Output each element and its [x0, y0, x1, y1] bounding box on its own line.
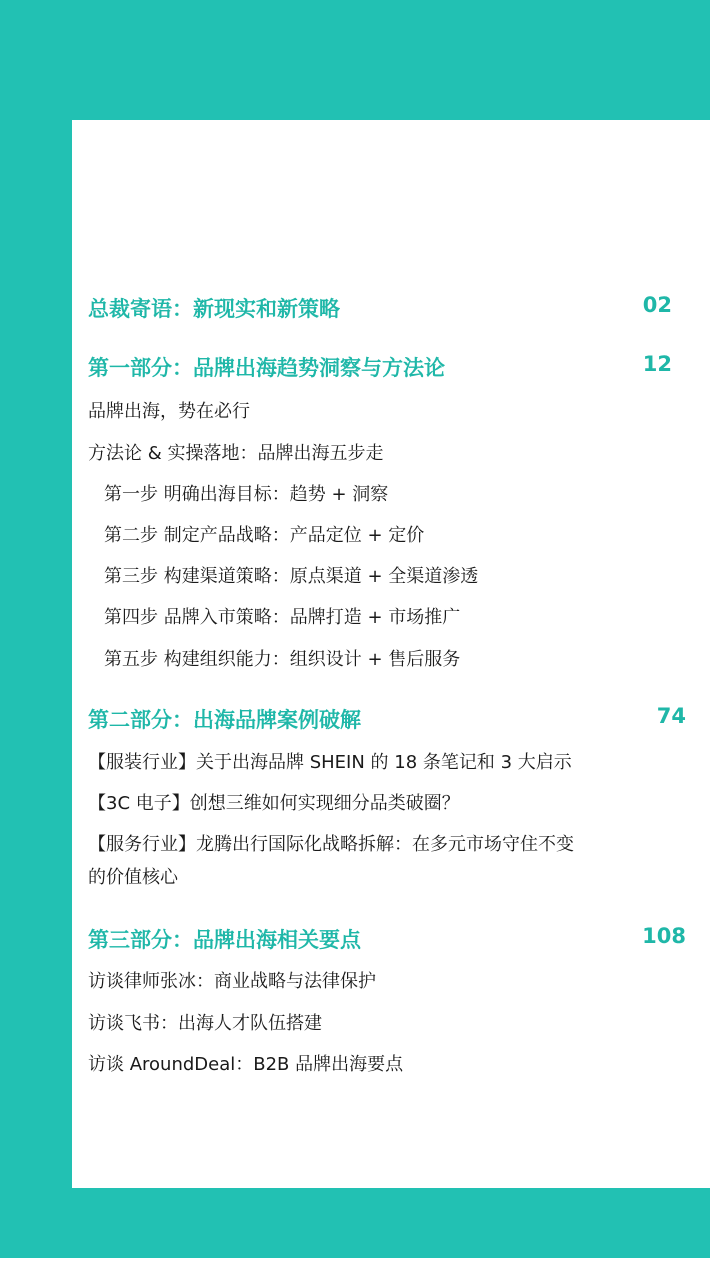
toc-item[interactable]: 方法论 & 实操落地：品牌出海五步走 [88, 443, 384, 464]
toc-heading-foreword[interactable] [88, 293, 672, 321]
toc-item[interactable]: 访谈律师张冰：商业战略与法律保护 [88, 971, 376, 992]
toc-heading-title: 第三部分：品牌出海相关要点 [88, 928, 361, 952]
toc-item[interactable]: 访谈 AroundDeal：B2B 品牌出海要点 [88, 1054, 404, 1075]
toc-heading-title: 总裁寄语：新现实和新策略 [88, 297, 340, 321]
toc-subitem[interactable]: 第五步 构建组织能力：组织设计 + 售后服务 [104, 649, 461, 670]
toc-item-continuation[interactable]: 的价值核心 [88, 867, 178, 888]
toc-item[interactable]: 【服务行业】龙腾出行国际化战略拆解：在多元市场守住不变 [88, 834, 574, 855]
toc-heading-title: 第一部分：品牌出海趋势洞察与方法论 [88, 356, 445, 380]
toc-page-number: 74 [656, 704, 686, 728]
toc-item[interactable]: 访谈飞书：出海人才队伍搭建 [88, 1013, 322, 1034]
toc-item[interactable]: 【3C 电子】创想三维如何实现细分品类破圈？ [88, 793, 460, 814]
toc-page-number: 02 [642, 293, 672, 317]
toc-item[interactable]: 品牌出海，势在必行 [88, 401, 250, 422]
toc-page-number: 108 [642, 924, 686, 948]
toc-page-number: 12 [642, 352, 672, 376]
toc-heading-part2[interactable] [88, 704, 686, 732]
toc-item[interactable]: 【服装行业】关于出海品牌 SHEIN 的 18 条笔记和 3 大启示 [88, 752, 572, 773]
toc-subitem[interactable]: 第四步 品牌入市策略：品牌打造 + 市场推广 [104, 607, 461, 628]
toc-subitem[interactable]: 第一步 明确出海目标：趋势 + 洞察 [104, 484, 389, 505]
toc-subitem[interactable]: 第二步 制定产品战略：产品定位 + 定价 [104, 525, 425, 546]
toc-heading-part1[interactable] [88, 352, 672, 380]
toc-heading-part3[interactable] [88, 924, 686, 952]
toc-subitem[interactable]: 第三步 构建渠道策略：原点渠道 + 全渠道渗透 [104, 566, 479, 587]
toc-heading-title: 第二部分：出海品牌案例破解 [88, 708, 361, 732]
